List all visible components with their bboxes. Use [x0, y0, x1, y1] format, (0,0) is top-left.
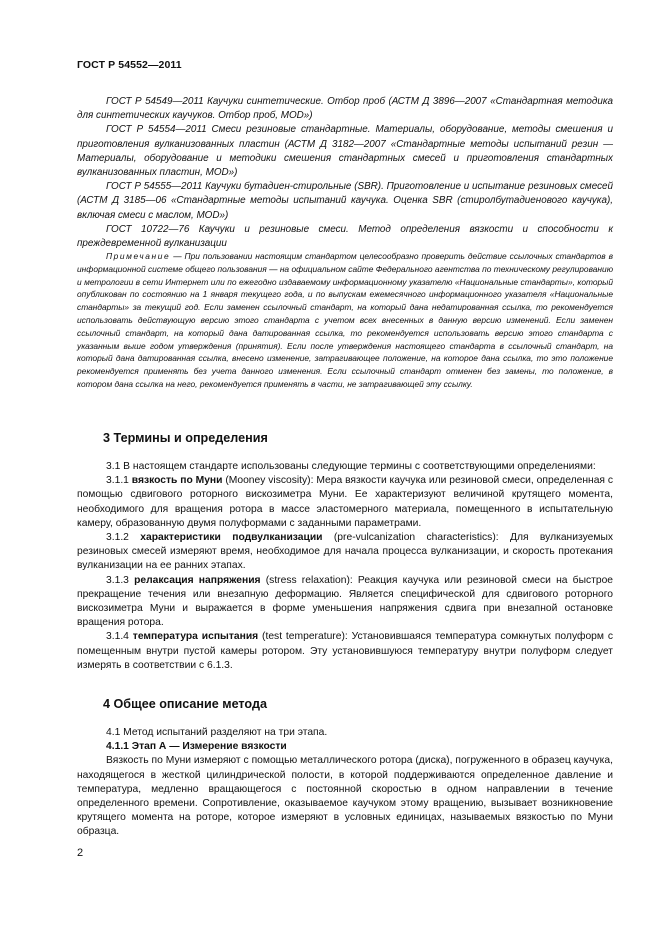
- standard-header: ГОСТ Р 54552—2011: [77, 59, 182, 71]
- term-text: (test temperature): Установившаяся температура сомкнутых полуформ с помещенным внутри пустой камеры ротором. Эту установившуюся температуру внутри полуформ следует измерять в соответствии с 6.1.3.: [77, 631, 613, 671]
- reference-item: ГОСТ 10722—76 Каучуки и резиновые смеси. Метод определения вязкости и способности к преждевременной вулканизации: [77, 223, 613, 250]
- reference-item: ГОСТ Р 54554—2011 Смеси резиновые стандартные. Материалы, оборудование, методы смешения и приготовления вулканизованных пластин (АСТМ Д 3182—2007 «Стандартные методы испытаний резин — Материалы, оборудование и методики смешения стандартных смесей и приготовления стандартных вулканизованных пластин, MOD»): [77, 124, 613, 179]
- term-text: (pre-vulcanization characteristics): Для вулканизуемых резиновых смесей измеряют время, необходимое для начала процесса вулканизации, и скорость протекания вулканизации на ее ранних этапах.: [77, 532, 613, 572]
- page-number: 2: [77, 847, 84, 859]
- subsection-heading: 4.1.1 Этап А — Измерение вязкости: [106, 741, 287, 753]
- section-3-intro: 3.1 В настоящем стандарте использованы следующие термины с соответствующими определениями:: [106, 461, 596, 472]
- reference-item: ГОСТ Р 54555—2011 Каучуки бутадиен-стирольные (SBR). Приготовление и испытание резиновых смесей (АСТМ Д 3185—06 «Стандартные методы испытаний каучука. Оценка SBR (стиролбутадиенового каучука), включая смеси с маслом, MOD»): [77, 181, 613, 221]
- term-definition: [77, 474, 613, 531]
- term-name: релаксация напряжения: [134, 574, 261, 586]
- term-name: вязкость по Муни: [131, 475, 223, 487]
- term-number: 3.1.1: [106, 475, 132, 487]
- note-paragraph: [77, 250, 613, 391]
- term-name: характеристики подвулканизации: [140, 532, 323, 544]
- section-4-paragraph: Вязкость по Муни измеряют с помощью металлического ротора (диска), погруженного в образец каучука, находящегося в жесткой цилиндрической полости, в которой поддерживаются определенное давление и температура, медленно вращающегося с постоянной скоростью в одном направлении в течение определенного времени. Сопротивление, оказываемое каучуком этому вращению, вызывает возникновение крутящего момента на роторе, которое измеряют в условных единицах, называемых вязкостью по Муни образца.: [77, 755, 613, 838]
- note-block: [77, 250, 613, 391]
- section-4-title: 4 Общее описание метода: [103, 697, 267, 711]
- normative-references: [77, 95, 613, 251]
- term-text: (stress relaxation): Реакция каучука или резиновой смеси на быстрое прекращение течения или внезапную деформацию. Является специфической для сдвигового роторного вискозиметра Муни и выражается в форме уменьшения напряжения сдвига при внезапной остановке вращения ротора.: [77, 574, 614, 629]
- term-name: температура испытания: [132, 631, 259, 643]
- section-4-body: [77, 726, 613, 840]
- section-3-body: [77, 460, 613, 673]
- note-text: — При пользовании настоящим стандартом целесообразно проверить действие ссылочных стандартов в информационной системе общего пользования — на официальном сайте Федерального агентства по техническому регулированию и метрологии в сети Интернет или по ежегодно издаваемому информационному указателю «Национальные стандарты», который опубликован по состоянию на 1 января текущего года, и по выпускам ежемесячного информационного указателя «Национальные стандарты» за текущий год. Если заменен ссылочный стандарт, на который дана недатированная ссылка, то рекомендуется использовать действующую версию этого стандарта с учетом всех внесенных в данную версию изменений. Если заменен ссылочный стандарт, на который дана датированная ссылка, то рекомендуется использовать версию этого стандарта с указанным выше годом утверждения (принятия). Если после утверждения настоящего стандарта в ссылочный стандарт, на который дана датированная ссылка, внесено изменение, затрагивающее положение, на которое дана ссылка, то это положение рекомендуется применять без учета данного изменения. Если ссылочный стандарт отменен без замены, то положение, в котором дана ссылка на него, рекомендуется применять в части, не затрагивающей эту ссылку.: [77, 251, 613, 389]
- term-number: 3.1.4: [106, 631, 133, 643]
- section-3-title: 3 Термины и определения: [103, 431, 268, 445]
- note-label: Примечание: [106, 251, 171, 261]
- term-number: 3.1.2: [106, 532, 141, 544]
- term-number: 3.1.3: [106, 574, 135, 586]
- term-definition: [77, 574, 613, 631]
- term-text: (Mooney viscosity): Мера вязкости каучука или резиновой смеси, определенная с помощью сдвигового роторного вискозиметра Муни. Ее характеризуют величиной крутящего момента, необходимого для вращения ротора в массе эластомерного материала, помещенного в испытательную камеру, образованную двумя полуформами с заданными параметрами.: [77, 475, 614, 529]
- term-definition: [77, 630, 613, 673]
- section-4-paragraph: 4.1 Метод испытаний разделяют на три этапа.: [106, 727, 328, 738]
- term-definition: [77, 531, 613, 574]
- reference-item: ГОСТ Р 54549—2011 Каучуки синтетические. Отбор проб (АСТМ Д 3896—2007 «Стандартная методика для синтетических каучуков. Отбор проб, MOD»): [77, 96, 613, 122]
